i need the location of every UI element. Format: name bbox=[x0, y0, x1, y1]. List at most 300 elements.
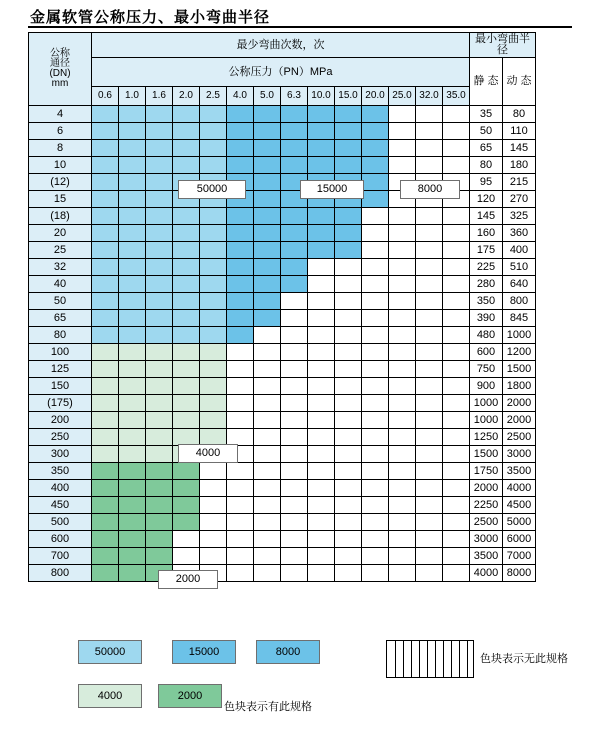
cell-r8-c4 bbox=[200, 242, 227, 259]
row-dn: 500 bbox=[29, 514, 92, 531]
table-row bbox=[29, 565, 536, 582]
table-row bbox=[29, 412, 536, 429]
cell-r25-c9 bbox=[335, 531, 362, 548]
row-dn: 80 bbox=[29, 327, 92, 344]
cell-r24-c5 bbox=[227, 514, 254, 531]
cell-r6-c6 bbox=[254, 208, 281, 225]
cell-r27-c6 bbox=[254, 565, 281, 582]
row-dn: 600 bbox=[29, 531, 92, 548]
cell-r8-c8 bbox=[308, 242, 335, 259]
cell-r16-c13 bbox=[443, 378, 470, 395]
row-radius-dynamic: 2500 bbox=[503, 429, 536, 446]
table-row bbox=[29, 106, 536, 123]
cell-r1-c2 bbox=[146, 123, 173, 140]
header-radius-static: 静 态 bbox=[470, 58, 503, 106]
cell-r12-c2 bbox=[146, 310, 173, 327]
cell-r24-c6 bbox=[254, 514, 281, 531]
cell-r19-c5 bbox=[227, 429, 254, 446]
cell-r20-c11 bbox=[389, 446, 416, 463]
cell-r26-c5 bbox=[227, 548, 254, 565]
row-radius-dynamic: 180 bbox=[503, 157, 536, 174]
cell-r14-c8 bbox=[308, 344, 335, 361]
cell-r26-c9 bbox=[335, 548, 362, 565]
cell-r23-c10 bbox=[362, 497, 389, 514]
cell-r13-c11 bbox=[389, 327, 416, 344]
header-pressure-9: 15.0 bbox=[335, 87, 362, 106]
cell-r1-c9 bbox=[335, 123, 362, 140]
cell-r8-c6 bbox=[254, 242, 281, 259]
cell-r17-c1 bbox=[119, 395, 146, 412]
row-radius-dynamic: 1200 bbox=[503, 344, 536, 361]
cell-r9-c5 bbox=[227, 259, 254, 276]
cell-r18-c6 bbox=[254, 412, 281, 429]
cell-r24-c8 bbox=[308, 514, 335, 531]
cell-r10-c3 bbox=[173, 276, 200, 293]
cell-r4-c10 bbox=[362, 174, 389, 191]
cell-r22-c10 bbox=[362, 480, 389, 497]
cell-r15-c13 bbox=[443, 361, 470, 378]
cell-r11-c7 bbox=[281, 293, 308, 310]
cell-r25-c8 bbox=[308, 531, 335, 548]
cell-r0-c12 bbox=[416, 106, 443, 123]
cell-r2-c1 bbox=[119, 140, 146, 157]
cell-r3-c10 bbox=[362, 157, 389, 174]
cell-r7-c12 bbox=[416, 225, 443, 242]
cell-r22-c1 bbox=[119, 480, 146, 497]
cell-r2-c2 bbox=[146, 140, 173, 157]
cell-r27-c12 bbox=[416, 565, 443, 582]
cell-r16-c6 bbox=[254, 378, 281, 395]
table-body bbox=[29, 106, 536, 582]
cell-r23-c2 bbox=[146, 497, 173, 514]
table-row bbox=[29, 225, 536, 242]
row-radius-dynamic: 7000 bbox=[503, 548, 536, 565]
cell-r27-c11 bbox=[389, 565, 416, 582]
header-pressure-4: 2.5 bbox=[200, 87, 227, 106]
cell-r14-c6 bbox=[254, 344, 281, 361]
cell-r9-c1 bbox=[119, 259, 146, 276]
row-dn: 700 bbox=[29, 548, 92, 565]
cell-r26-c4 bbox=[200, 548, 227, 565]
table-row bbox=[29, 157, 536, 174]
cell-r2-c0 bbox=[92, 140, 119, 157]
row-radius-dynamic: 2000 bbox=[503, 395, 536, 412]
cell-r25-c6 bbox=[254, 531, 281, 548]
cell-r18-c0 bbox=[92, 412, 119, 429]
cell-r11-c5 bbox=[227, 293, 254, 310]
cell-r27-c1 bbox=[119, 565, 146, 582]
cell-r21-c2 bbox=[146, 463, 173, 480]
cell-r24-c13 bbox=[443, 514, 470, 531]
row-radius-dynamic: 4500 bbox=[503, 497, 536, 514]
table-row bbox=[29, 514, 536, 531]
legend-swatch-4000: 4000 bbox=[78, 684, 142, 708]
table-row bbox=[29, 497, 536, 514]
legend-striped-swatch bbox=[386, 640, 474, 678]
row-radius-dynamic: 2000 bbox=[503, 412, 536, 429]
cell-r13-c1 bbox=[119, 327, 146, 344]
cell-r22-c11 bbox=[389, 480, 416, 497]
cell-r19-c13 bbox=[443, 429, 470, 446]
cell-r14-c1 bbox=[119, 344, 146, 361]
cell-r9-c13 bbox=[443, 259, 470, 276]
row-dn: 40 bbox=[29, 276, 92, 293]
header-dn-line4: mm bbox=[51, 78, 69, 89]
cell-r16-c12 bbox=[416, 378, 443, 395]
row-radius-static: 50 bbox=[470, 123, 503, 140]
header-pressure-2: 1.6 bbox=[146, 87, 173, 106]
table-row bbox=[29, 463, 536, 480]
cell-r20-c8 bbox=[308, 446, 335, 463]
cell-r12-c5 bbox=[227, 310, 254, 327]
cell-r25-c11 bbox=[389, 531, 416, 548]
cell-r11-c8 bbox=[308, 293, 335, 310]
row-dn: 6 bbox=[29, 123, 92, 140]
cell-r11-c4 bbox=[200, 293, 227, 310]
cell-r11-c3 bbox=[173, 293, 200, 310]
header-pressure-13: 35.0 bbox=[443, 87, 470, 106]
cell-r26-c6 bbox=[254, 548, 281, 565]
row-radius-dynamic: 800 bbox=[503, 293, 536, 310]
cell-r22-c4 bbox=[200, 480, 227, 497]
cell-r11-c2 bbox=[146, 293, 173, 310]
cell-r21-c1 bbox=[119, 463, 146, 480]
table-row bbox=[29, 446, 536, 463]
cell-r23-c7 bbox=[281, 497, 308, 514]
callout-1: 15000 bbox=[300, 180, 364, 199]
cell-r2-c8 bbox=[308, 140, 335, 157]
cell-r6-c2 bbox=[146, 208, 173, 225]
row-radius-static: 390 bbox=[470, 310, 503, 327]
cell-r22-c3 bbox=[173, 480, 200, 497]
cell-r16-c2 bbox=[146, 378, 173, 395]
cell-r12-c4 bbox=[200, 310, 227, 327]
row-radius-dynamic: 360 bbox=[503, 225, 536, 242]
cell-r12-c7 bbox=[281, 310, 308, 327]
row-radius-dynamic: 1800 bbox=[503, 378, 536, 395]
cell-r26-c10 bbox=[362, 548, 389, 565]
cell-r26-c0 bbox=[92, 548, 119, 565]
cell-r3-c7 bbox=[281, 157, 308, 174]
cell-r6-c8 bbox=[308, 208, 335, 225]
cell-r16-c4 bbox=[200, 378, 227, 395]
cell-r3-c3 bbox=[173, 157, 200, 174]
cell-r22-c7 bbox=[281, 480, 308, 497]
cell-r15-c5 bbox=[227, 361, 254, 378]
cell-r24-c12 bbox=[416, 514, 443, 531]
cell-r1-c11 bbox=[389, 123, 416, 140]
cell-r27-c13 bbox=[443, 565, 470, 582]
cell-r8-c5 bbox=[227, 242, 254, 259]
row-radius-static: 120 bbox=[470, 191, 503, 208]
cell-r10-c8 bbox=[308, 276, 335, 293]
row-dn: 250 bbox=[29, 429, 92, 446]
row-radius-static: 175 bbox=[470, 242, 503, 259]
cell-r24-c4 bbox=[200, 514, 227, 531]
cell-r4-c2 bbox=[146, 174, 173, 191]
cell-r7-c10 bbox=[362, 225, 389, 242]
cell-r9-c7 bbox=[281, 259, 308, 276]
cell-r25-c2 bbox=[146, 531, 173, 548]
cell-r1-c8 bbox=[308, 123, 335, 140]
cell-r2-c3 bbox=[173, 140, 200, 157]
header-pressure-10: 20.0 bbox=[362, 87, 389, 106]
cell-r25-c7 bbox=[281, 531, 308, 548]
table-row bbox=[29, 276, 536, 293]
cell-r14-c3 bbox=[173, 344, 200, 361]
cell-r15-c11 bbox=[389, 361, 416, 378]
title-divider bbox=[28, 26, 572, 28]
cell-r22-c13 bbox=[443, 480, 470, 497]
cell-r26-c7 bbox=[281, 548, 308, 565]
cell-r24-c10 bbox=[362, 514, 389, 531]
cell-r13-c0 bbox=[92, 327, 119, 344]
cell-r26-c8 bbox=[308, 548, 335, 565]
table-row bbox=[29, 429, 536, 446]
cell-r3-c2 bbox=[146, 157, 173, 174]
cell-r23-c12 bbox=[416, 497, 443, 514]
cell-r2-c13 bbox=[443, 140, 470, 157]
cell-r15-c3 bbox=[173, 361, 200, 378]
cell-r0-c7 bbox=[281, 106, 308, 123]
cell-r16-c7 bbox=[281, 378, 308, 395]
cell-r21-c13 bbox=[443, 463, 470, 480]
legend-swatch-2000: 2000 bbox=[158, 684, 222, 708]
cell-r7-c5 bbox=[227, 225, 254, 242]
header-pressure-12: 32.0 bbox=[416, 87, 443, 106]
table-row bbox=[29, 344, 536, 361]
row-radius-dynamic: 1500 bbox=[503, 361, 536, 378]
cell-r0-c4 bbox=[200, 106, 227, 123]
cell-r17-c5 bbox=[227, 395, 254, 412]
row-radius-dynamic: 1000 bbox=[503, 327, 536, 344]
cell-r9-c10 bbox=[362, 259, 389, 276]
cell-r17-c6 bbox=[254, 395, 281, 412]
cell-r19-c3 bbox=[173, 429, 200, 446]
cell-r12-c1 bbox=[119, 310, 146, 327]
cell-r25-c13 bbox=[443, 531, 470, 548]
cell-r3-c6 bbox=[254, 157, 281, 174]
cell-r13-c10 bbox=[362, 327, 389, 344]
table-row bbox=[29, 293, 536, 310]
table-row bbox=[29, 259, 536, 276]
cell-r15-c10 bbox=[362, 361, 389, 378]
cell-r1-c7 bbox=[281, 123, 308, 140]
cell-r0-c0 bbox=[92, 106, 119, 123]
row-radius-static: 1250 bbox=[470, 429, 503, 446]
cell-r7-c6 bbox=[254, 225, 281, 242]
cell-r13-c12 bbox=[416, 327, 443, 344]
cell-r6-c12 bbox=[416, 208, 443, 225]
cell-r1-c4 bbox=[200, 123, 227, 140]
cell-r11-c0 bbox=[92, 293, 119, 310]
cell-r13-c5 bbox=[227, 327, 254, 344]
cell-r22-c12 bbox=[416, 480, 443, 497]
row-radius-dynamic: 4000 bbox=[503, 480, 536, 497]
cell-r13-c6 bbox=[254, 327, 281, 344]
cell-r17-c13 bbox=[443, 395, 470, 412]
callout-4: 2000 bbox=[158, 570, 218, 589]
cell-r8-c9 bbox=[335, 242, 362, 259]
row-dn: 15 bbox=[29, 191, 92, 208]
cell-r7-c8 bbox=[308, 225, 335, 242]
cell-r21-c8 bbox=[308, 463, 335, 480]
table-row bbox=[29, 123, 536, 140]
cell-r23-c8 bbox=[308, 497, 335, 514]
cell-r25-c4 bbox=[200, 531, 227, 548]
header-dn-line2: 通径 bbox=[50, 58, 70, 69]
cell-r5-c0 bbox=[92, 191, 119, 208]
cell-r16-c0 bbox=[92, 378, 119, 395]
row-dn: 8 bbox=[29, 140, 92, 157]
cell-r13-c8 bbox=[308, 327, 335, 344]
header-row-2 bbox=[29, 58, 536, 87]
row-radius-static: 1750 bbox=[470, 463, 503, 480]
cell-r24-c1 bbox=[119, 514, 146, 531]
cell-r19-c11 bbox=[389, 429, 416, 446]
cell-r18-c7 bbox=[281, 412, 308, 429]
cell-r1-c0 bbox=[92, 123, 119, 140]
cell-r11-c13 bbox=[443, 293, 470, 310]
legend-swatch-50000: 50000 bbox=[78, 640, 142, 664]
cell-r24-c11 bbox=[389, 514, 416, 531]
cell-r0-c9 bbox=[335, 106, 362, 123]
cell-r6-c5 bbox=[227, 208, 254, 225]
cell-r19-c6 bbox=[254, 429, 281, 446]
table-row bbox=[29, 242, 536, 259]
cell-r2-c9 bbox=[335, 140, 362, 157]
row-radius-static: 1000 bbox=[470, 395, 503, 412]
cell-r7-c2 bbox=[146, 225, 173, 242]
table-row bbox=[29, 327, 536, 344]
cell-r25-c5 bbox=[227, 531, 254, 548]
cell-r10-c4 bbox=[200, 276, 227, 293]
cell-r10-c7 bbox=[281, 276, 308, 293]
cell-r15-c12 bbox=[416, 361, 443, 378]
cell-r19-c2 bbox=[146, 429, 173, 446]
callout-3: 4000 bbox=[178, 444, 238, 463]
table-row bbox=[29, 548, 536, 565]
table-row bbox=[29, 531, 536, 548]
cell-r27-c7 bbox=[281, 565, 308, 582]
row-dn: 10 bbox=[29, 157, 92, 174]
cell-r5-c1 bbox=[119, 191, 146, 208]
row-radius-static: 350 bbox=[470, 293, 503, 310]
cell-r10-c5 bbox=[227, 276, 254, 293]
row-radius-static: 2250 bbox=[470, 497, 503, 514]
cell-r14-c10 bbox=[362, 344, 389, 361]
cell-r19-c10 bbox=[362, 429, 389, 446]
cell-r19-c8 bbox=[308, 429, 335, 446]
cell-r17-c10 bbox=[362, 395, 389, 412]
cell-r25-c0 bbox=[92, 531, 119, 548]
cell-r20-c13 bbox=[443, 446, 470, 463]
cell-r22-c6 bbox=[254, 480, 281, 497]
cell-r10-c2 bbox=[146, 276, 173, 293]
cell-r26-c2 bbox=[146, 548, 173, 565]
cell-r14-c9 bbox=[335, 344, 362, 361]
cell-r15-c8 bbox=[308, 361, 335, 378]
cell-r23-c3 bbox=[173, 497, 200, 514]
row-radius-static: 225 bbox=[470, 259, 503, 276]
cell-r21-c0 bbox=[92, 463, 119, 480]
cell-r19-c4 bbox=[200, 429, 227, 446]
table-row bbox=[29, 208, 536, 225]
cell-r11-c9 bbox=[335, 293, 362, 310]
cell-r15-c0 bbox=[92, 361, 119, 378]
cell-r9-c9 bbox=[335, 259, 362, 276]
cell-r20-c1 bbox=[119, 446, 146, 463]
page-title: 金属软管公称压力、最小弯曲半径 bbox=[30, 8, 271, 26]
cell-r10-c1 bbox=[119, 276, 146, 293]
spec-table-wrapper bbox=[28, 32, 536, 585]
cell-r0-c8 bbox=[308, 106, 335, 123]
cell-r20-c6 bbox=[254, 446, 281, 463]
row-dn: 350 bbox=[29, 463, 92, 480]
cell-r18-c10 bbox=[362, 412, 389, 429]
row-radius-static: 900 bbox=[470, 378, 503, 395]
cell-r2-c6 bbox=[254, 140, 281, 157]
cell-r22-c0 bbox=[92, 480, 119, 497]
cell-r3-c13 bbox=[443, 157, 470, 174]
cell-r0-c2 bbox=[146, 106, 173, 123]
cell-r14-c12 bbox=[416, 344, 443, 361]
cell-r9-c0 bbox=[92, 259, 119, 276]
cell-r19-c0 bbox=[92, 429, 119, 446]
table-row bbox=[29, 361, 536, 378]
cell-r14-c11 bbox=[389, 344, 416, 361]
cell-r6-c4 bbox=[200, 208, 227, 225]
cell-r18-c12 bbox=[416, 412, 443, 429]
row-dn: 4 bbox=[29, 106, 92, 123]
cell-r10-c10 bbox=[362, 276, 389, 293]
row-radius-dynamic: 325 bbox=[503, 208, 536, 225]
cell-r25-c12 bbox=[416, 531, 443, 548]
cell-r24-c0 bbox=[92, 514, 119, 531]
cell-r1-c13 bbox=[443, 123, 470, 140]
cell-r21-c6 bbox=[254, 463, 281, 480]
cell-r8-c1 bbox=[119, 242, 146, 259]
cell-r22-c9 bbox=[335, 480, 362, 497]
cell-r9-c4 bbox=[200, 259, 227, 276]
cell-r1-c6 bbox=[254, 123, 281, 140]
cell-r15-c7 bbox=[281, 361, 308, 378]
cell-r3-c8 bbox=[308, 157, 335, 174]
cell-r15-c6 bbox=[254, 361, 281, 378]
row-dn: 50 bbox=[29, 293, 92, 310]
row-radius-static: 80 bbox=[470, 157, 503, 174]
cell-r1-c10 bbox=[362, 123, 389, 140]
cell-r13-c7 bbox=[281, 327, 308, 344]
cell-r3-c4 bbox=[200, 157, 227, 174]
cell-r19-c12 bbox=[416, 429, 443, 446]
cell-r26-c12 bbox=[416, 548, 443, 565]
cell-r9-c6 bbox=[254, 259, 281, 276]
cell-r16-c5 bbox=[227, 378, 254, 395]
row-radius-static: 95 bbox=[470, 174, 503, 191]
row-dn: (18) bbox=[29, 208, 92, 225]
cell-r19-c9 bbox=[335, 429, 362, 446]
legend-note-striped: 色块表示无此规格 bbox=[480, 653, 568, 665]
table-row bbox=[29, 140, 536, 157]
cell-r13-c9 bbox=[335, 327, 362, 344]
cell-r1-c12 bbox=[416, 123, 443, 140]
row-dn: 125 bbox=[29, 361, 92, 378]
cell-r9-c3 bbox=[173, 259, 200, 276]
cell-r18-c9 bbox=[335, 412, 362, 429]
cell-r12-c13 bbox=[443, 310, 470, 327]
cell-r13-c2 bbox=[146, 327, 173, 344]
